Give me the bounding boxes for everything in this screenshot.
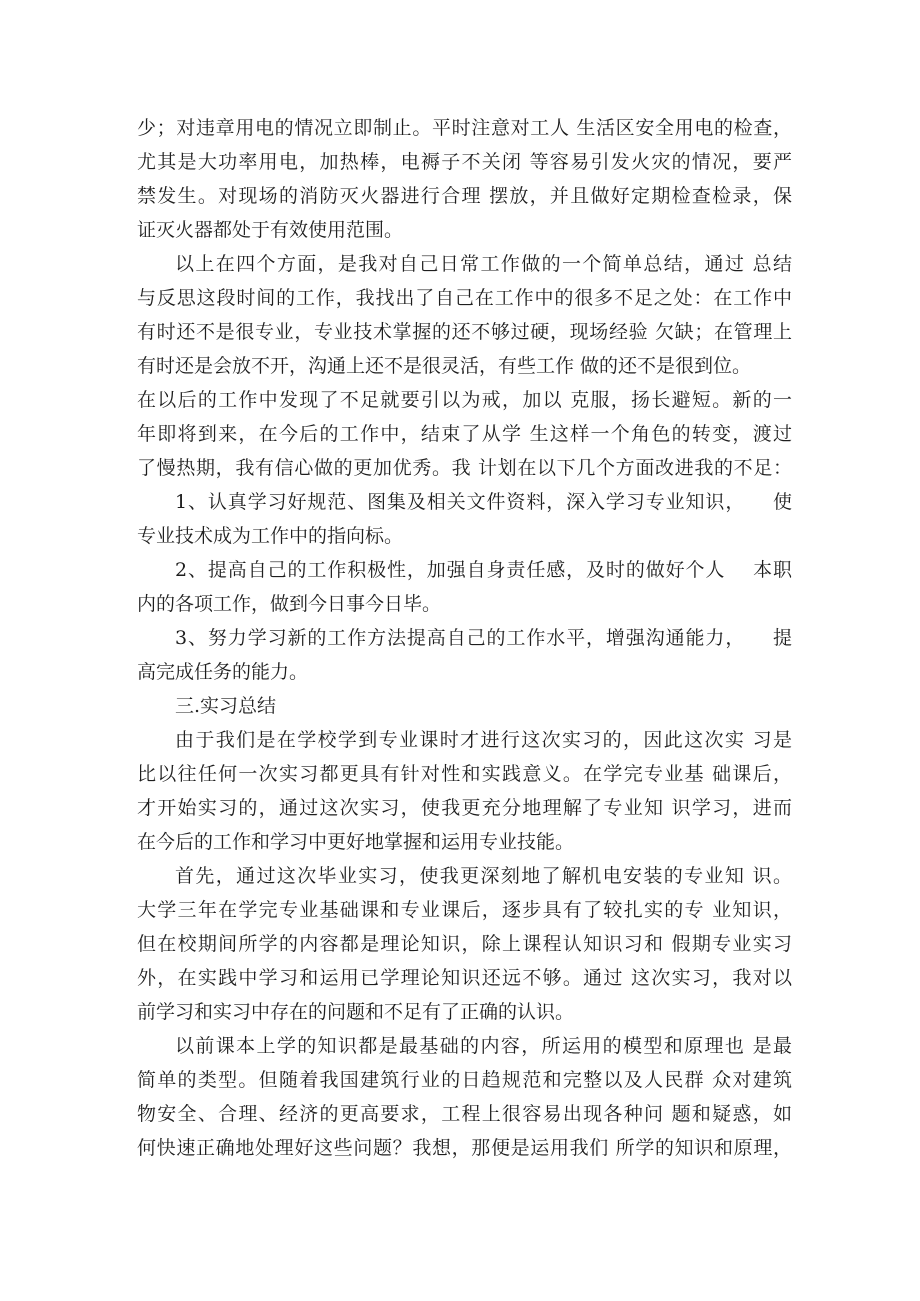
paragraph-line: 年即将到来，在今后的工作中，结束了从学 生这样一个角色的转变，渡过 (137, 423, 792, 445)
list-item-line: 3、努力学习新的工作方法提高自己的工作水平，增强沟通能力， 提 (175, 627, 792, 649)
section-heading: 三.实习总结 (175, 695, 277, 717)
list-item-line: 2、提高自己的工作积极性，加强自身责任感，及时的做好个人 本职 (175, 559, 792, 581)
paragraph-line: 何快速正确地处理好这些问题？我想，那便是运用我们 所学的知识和原理， (137, 1137, 792, 1159)
list-item-line: 专业技术成为工作中的指向标。 (137, 525, 404, 547)
paragraph-line: 外，在实践中学习和运用已学理论知识还远不够。通过 这次实习，我对以 (137, 967, 792, 989)
paragraph-line: 尤其是大功率用电，加热棒，电褥子不关闭 等容易引发火灾的情况，要严 (137, 151, 792, 173)
paragraph-line: 大学三年在学完专业基础课和专业课后，逐步具有了较扎实的专 业知识， (137, 899, 792, 921)
paragraph-line: 在今后的工作和学习中更好地掌握和运用专业技能。 (137, 831, 575, 853)
paragraph-line: 比以往任何一次实习都更具有针对性和实践意义。在学完专业基 础课后， (137, 763, 792, 785)
list-item-line: 1、认真学习好规范、图集及相关文件资料，深入学习专业知识， 使 (175, 491, 792, 513)
paragraph-line: 物安全、合理、经济的更高要求，工程上很容易出现各种问 题和疑惑，如 (137, 1103, 792, 1125)
paragraph-line: 以前课本上学的知识都是最基础的内容，所运用的模型和原理也 是最 (175, 1035, 792, 1057)
paragraph-line: 禁发生。对现场的消防灭火器进行合理 摆放，并且做好定期检查检录，保 (137, 185, 792, 207)
paragraph-line: 以上在四个方面，是我对自己日常工作做的一个简单总结，通过 总结 (175, 253, 792, 275)
paragraph-line: 有时还是会放不开，沟通上还不是很灵活，有些工作 做的还不是很到位。 (137, 355, 752, 377)
paragraph-line: 首先，通过这次毕业实习，使我更深刻地了解机电安装的专业知 识。 (175, 865, 792, 887)
document-body (137, 111, 792, 1165)
paragraph-line: 但在校期间所学的内容都是理论知识，除上课程认知识习和 假期专业实习 (137, 933, 792, 955)
paragraph-line: 了慢热期，我有信心做的更加优秀。我 计划在以下几个方面改进我的不足： (137, 457, 792, 479)
paragraph-line: 简单的类型。但随着我国建筑行业的日趋规范和完整以及人民群 众对建筑 (137, 1069, 792, 1091)
list-item-line: 内的各项工作，做到今日事今日毕。 (137, 593, 442, 615)
paragraph-line: 少；对违章用电的情况立即制止。平时注意对工人 生活区安全用电的检查， (137, 117, 792, 139)
paragraph-line: 在以后的工作中发现了不足就要引以为戒，加以 克服，扬长避短。新的一 (137, 389, 792, 411)
paragraph-line: 有时还不是很专业，专业技术掌握的还不够过硬，现场经验 欠缺；在管理上 (137, 321, 792, 343)
paragraph-line: 才开始实习的，通过这次实习，使我更充分地理解了专业知 识学习，进而 (137, 797, 792, 819)
paragraph-line: 前学习和实习中存在的问题和不足有了正确的认识。 (137, 1001, 575, 1023)
paragraph-line: 由于我们是在学校学到专业课时才进行这次实习的，因此这次实 习是 (175, 729, 792, 751)
paragraph-line: 证灭火器都处于有效使用范围。 (137, 219, 404, 241)
paragraph-line: 与反思这段时间的工作，我找出了自己在工作中的很多不足之处：在工作中 (137, 287, 792, 309)
list-item-line: 高完成任务的能力。 (137, 661, 309, 683)
